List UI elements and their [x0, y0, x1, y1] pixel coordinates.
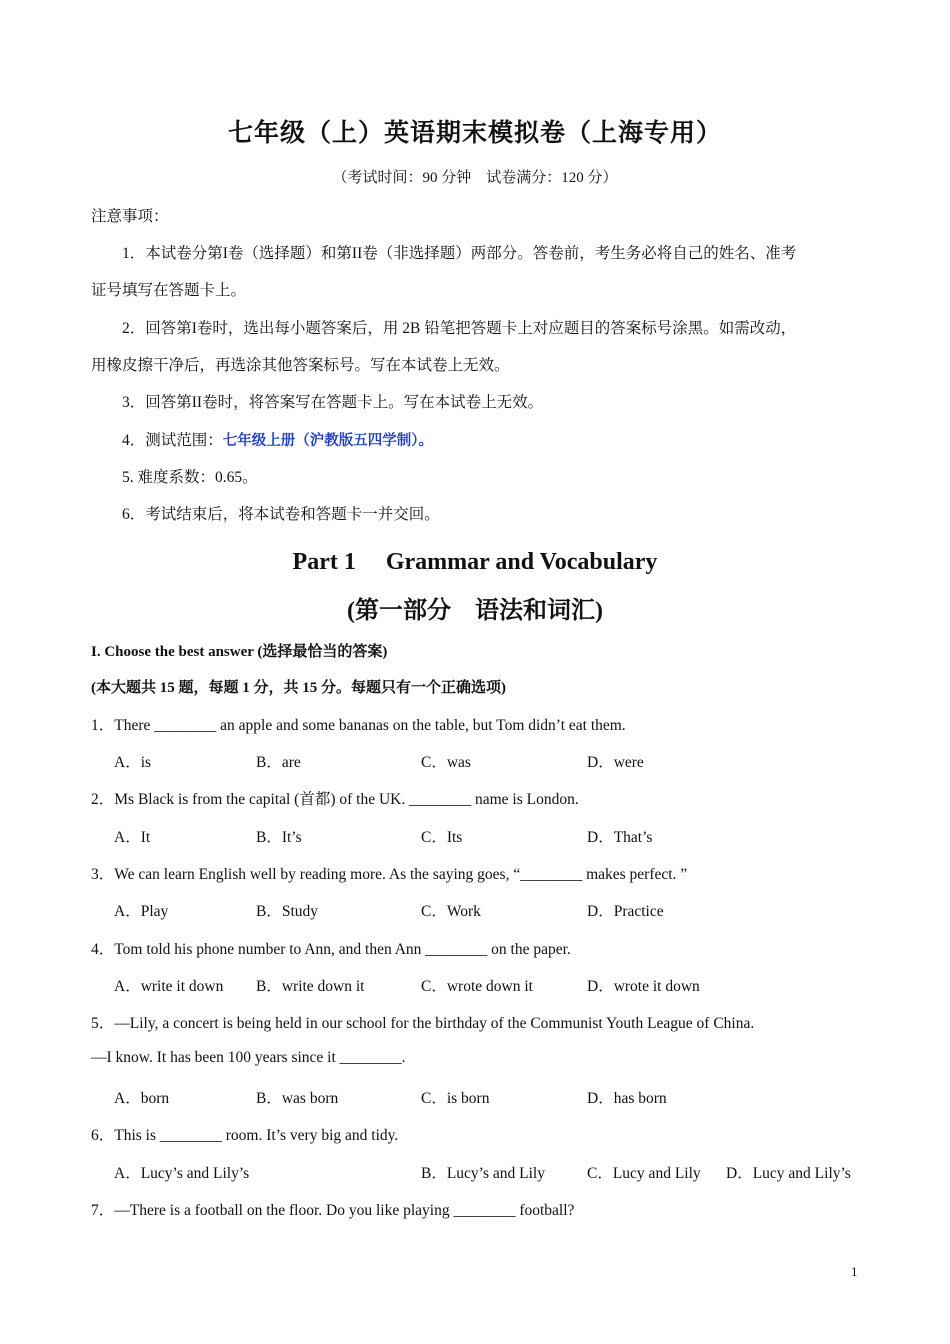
page-title: 七年级（上）英语期末模拟卷（上海专用）: [227, 118, 722, 147]
notice-item-4-prefix: 4．测试范围：: [122, 432, 223, 449]
question-5-option-c: C．is born: [421, 1090, 490, 1107]
question-1-option-b: B．are: [256, 754, 301, 771]
question-2-option-c: C．Its: [421, 829, 463, 846]
question-5-option-a: A．born: [114, 1090, 170, 1107]
question-5-option-d: D．has born: [587, 1090, 667, 1107]
question-3-option-b: B．Study: [256, 903, 319, 920]
question-2-stem: 2．Ms Black is from the capital (首都) of the UK. ________ name is London.: [91, 791, 579, 808]
question-1-option-c: C．was: [421, 754, 471, 771]
notice-item-2-line-1: 2．回答第I卷时，选出每小题答案后，用 2B 铅笔把答题卡上对应题目的答案标号涂黑。如需改动，: [122, 320, 797, 337]
notice-item-6: 6．考试结束后，将本试卷和答题卡一并交回。: [122, 506, 440, 523]
question-4-stem: 4．Tom told his phone number to Ann, and then Ann ________ on the paper.: [91, 941, 571, 958]
notice-item-4-suffix: 。: [418, 433, 434, 449]
question-2-option-a: A．It: [114, 829, 151, 846]
question-3-option-d: D．Practice: [587, 903, 664, 920]
question-4-option-c: C．wrote down it: [421, 978, 533, 995]
question-6-option-c: C．Lucy and Lily: [587, 1165, 701, 1182]
notice-item-3: 3．回答第II卷时，将答案写在答题卡上。写在本试卷上无效。: [122, 394, 544, 411]
notice-item-4: [122, 428, 433, 450]
part-title: Part 1 Grammar and Vocabulary: [292, 549, 658, 575]
question-4-option-b: B．write down it: [256, 978, 365, 995]
page-number: 1: [851, 1264, 858, 1279]
question-1-option-d: D．were: [587, 754, 644, 771]
notice-item-1-line-2: 证号填写在答题卡上。: [91, 282, 247, 299]
question-5-option-b: B．was born: [256, 1090, 339, 1107]
question-6-option-b: B．Lucy’s and Lily: [421, 1165, 545, 1182]
question-5-stem: 5．—Lily, a concert is being held in our school for the birthday of the Communist Youth League of China.: [91, 1015, 755, 1032]
part-subtitle: (第一部分 语法和词汇): [347, 598, 603, 624]
section-heading: I. Choose the best answer (选择最恰当的答案): [91, 644, 388, 660]
question-3-option-a: A．Play: [114, 903, 169, 920]
section-instruction: (本大题共 15 题，每题 1 分，共 15 分。每题只有一个正确选项): [91, 680, 506, 696]
exam-info: （考试时间：90 分钟 试卷满分：120 分）: [332, 170, 618, 186]
question-3-stem: 3．We can learn English well by reading more. As the saying goes, “________ makes perfect. ”: [91, 866, 688, 883]
question-4-option-a: A．write it down: [114, 978, 224, 995]
question-2-option-b: B．It’s: [256, 829, 302, 846]
notice-heading: 注意事项：: [91, 208, 169, 225]
question-6-stem: 6．This is ________ room. It’s very big and tidy.: [91, 1127, 399, 1144]
notice-item-1-line-1: 1．本试卷分第I卷（选择题）和第II卷（非选择题）两部分。答卷前，考生务必将自己的姓名、准考: [122, 245, 797, 262]
question-7-stem: 7．—There is a football on the floor. Do you like playing ________ football?: [91, 1202, 575, 1219]
question-6-option-a: A．Lucy’s and Lily’s: [114, 1165, 250, 1182]
question-6-option-d: D．Lucy and Lily’s: [726, 1165, 851, 1182]
question-5-stem-2: —I know. It has been 100 years since it ________.: [91, 1049, 406, 1066]
test-scope: 七年级上册（沪教版五四学制）: [222, 433, 419, 449]
question-1-option-a: A．is: [114, 754, 152, 771]
question-1-stem: 1．There ________ an apple and some bananas on the table, but Tom didn’t eat them.: [91, 717, 626, 734]
notice-item-2-line-2: 用橡皮擦干净后，再选涂其他答案标号。写在本试卷上无效。: [91, 357, 510, 374]
notice-item-5: 5. 难度系数：0.65。: [122, 469, 258, 486]
question-2-option-d: D．That’s: [587, 829, 653, 846]
question-3-option-c: C．Work: [421, 903, 481, 920]
question-4-option-d: D．wrote it down: [587, 978, 700, 995]
